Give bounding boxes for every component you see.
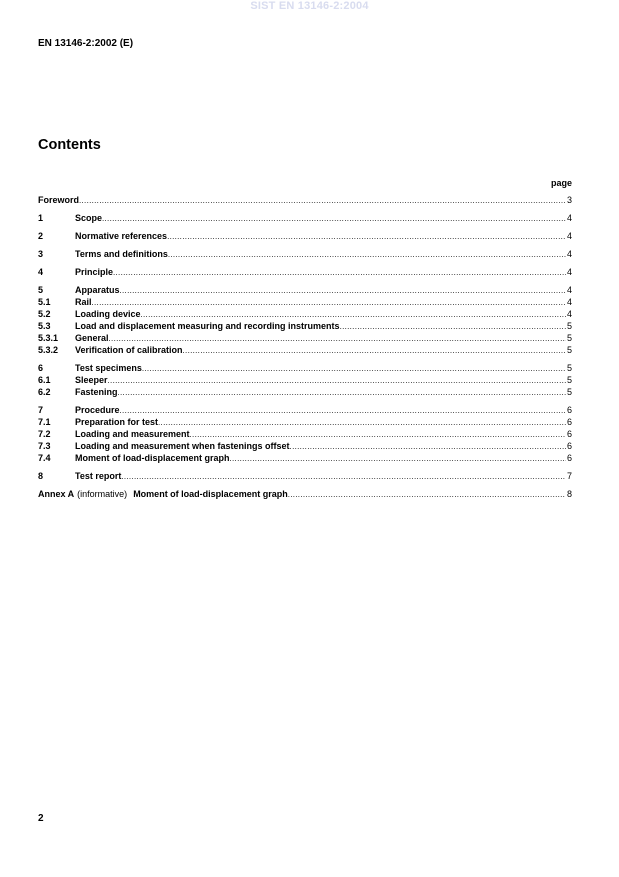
toc-entry[interactable] [38,428,572,440]
toc-leader-dots [288,489,566,501]
toc-entry-title: Apparatus [75,285,120,295]
toc-leader-dots [118,387,566,399]
toc-entry-number: 8 [38,471,44,481]
toc-leader-dots [340,321,566,333]
toc-entry[interactable] [38,470,572,482]
toc-entry-number: 5.3.2 [38,345,59,355]
toc-entry-page: 3 [566,195,572,205]
toc-entry-page: 4 [566,267,572,277]
toc-leader-dots [113,267,566,279]
toc-entry-title: Scope [75,213,103,223]
toc-entry-page: 5 [566,333,572,343]
toc-entry[interactable] [38,308,572,320]
toc-entry-page: 7 [566,471,572,481]
toc-leader-dots [108,375,566,387]
toc-entry-number: 5 [38,285,44,295]
toc-leader-dots [79,195,566,207]
toc-entry-page: 6 [566,417,572,427]
toc-entry-title: Test report [75,471,122,481]
toc-entry-number: 5.3.1 [38,333,59,343]
toc-entry[interactable] [38,266,572,278]
toc-entry-title: Loading and measurement [75,429,190,439]
toc-entry-number: 7.1 [38,417,51,427]
toc-entry-annex-a[interactable] [38,488,572,500]
toc-leader-dots [120,285,566,297]
toc-entry-number: 5.2 [38,309,51,319]
toc-entry-foreword[interactable] [38,194,572,206]
toc-entry[interactable] [38,344,572,356]
toc-entry-page: 5 [566,345,572,355]
toc-entry[interactable] [38,284,572,296]
toc-entry-page: 5 [566,363,572,373]
toc-entry-number: 6 [38,363,44,373]
toc-entry-number: 2 [38,231,44,241]
toc-entry[interactable] [38,440,572,452]
toc-entry-page: 6 [566,441,572,451]
toc-entry-title: Loading device [75,309,141,319]
toc-entry[interactable] [38,212,572,224]
toc-entry-title: Procedure [75,405,120,415]
toc-leader-dots [230,453,566,465]
toc-leader-dots [92,297,566,309]
toc-leader-dots [290,441,566,453]
toc-leader-dots [142,363,566,375]
toc-entry-title: Foreword [38,195,80,205]
toc-entry-title: General [75,333,109,343]
toc-entry-page: 4 [566,231,572,241]
toc-entry-title: Preparation for test [75,417,159,427]
toc-entry-title: Test specimens [75,363,142,373]
toc-leader-dots [121,471,566,483]
toc-entry-number: 4 [38,267,44,277]
toc-entry[interactable] [38,362,572,374]
toc-entry[interactable] [38,374,572,386]
toc-entry-number: 7 [38,405,44,415]
toc-entry-page: 4 [566,285,572,295]
watermark: SIST EN 13146-2:2004 [250,0,369,12]
toc-entry-page: 4 [566,213,572,223]
contents-heading: Contents [38,137,101,153]
document-id: EN 13146-2:2002 (E) [38,38,134,49]
toc-entry-title: Loading and measurement when fastenings offset [75,441,290,451]
toc-entry-page: 5 [566,375,572,385]
toc-entry-number: 7.2 [38,429,51,439]
toc-entry-page: 8 [566,489,572,499]
toc-entry-title: Rail [75,297,92,307]
toc-entry[interactable] [38,404,572,416]
toc-leader-dots [168,249,566,261]
toc-annex-label: Annex A [38,489,75,499]
toc-entry-page: 4 [566,309,572,319]
toc-entry-number: 5.3 [38,321,51,331]
toc-entry-number: 7.3 [38,441,51,451]
toc-entry[interactable] [38,452,572,464]
toc-entry-title: Moment of load-displacement graph [133,489,288,499]
toc-entry-number: 1 [38,213,44,223]
toc-leader-dots [102,213,566,225]
toc-entry[interactable] [38,248,572,260]
toc-entry-page: 5 [566,321,572,331]
toc-entry[interactable] [38,230,572,242]
toc-entry-page: 5 [566,387,572,397]
page-number: 2 [38,813,44,824]
toc-entry-page: 6 [566,453,572,463]
toc-entry-page: 6 [566,405,572,415]
toc-annex-note: (informative) [77,489,128,499]
toc-entry-title: Fastening [75,387,118,397]
toc-entry-title: Sleeper [75,375,108,385]
toc-leader-dots [158,417,566,429]
toc-entry-title: Load and displacement measuring and recording instruments [75,321,340,331]
toc-entry-number: 7.4 [38,453,51,463]
toc-entry-title: Verification of calibration [75,345,183,355]
toc-entry[interactable] [38,320,572,332]
toc-entry-number: 3 [38,249,44,259]
toc-entry-page: 4 [566,249,572,259]
toc-entry-number: 6.1 [38,375,51,385]
toc-entry[interactable] [38,332,572,344]
toc-entry-title: Principle [75,267,114,277]
toc-annex-note-wrap [77,488,127,500]
toc-entry-number: 5.1 [38,297,51,307]
toc-entry-number: 6.2 [38,387,51,397]
toc-entry[interactable] [38,416,572,428]
table-of-contents [38,194,572,500]
toc-leader-dots [167,231,566,243]
toc-leader-dots [183,345,566,357]
toc-entry-title: Moment of load-displacement graph [75,453,230,463]
toc-entry[interactable] [38,296,572,308]
toc-entry-page: 4 [566,297,572,307]
toc-leader-dots [120,405,566,417]
page-column-label: page [550,178,572,188]
toc-entry-page: 6 [566,429,572,439]
toc-entry-title: Normative references [75,231,168,241]
toc-entry-title: Terms and definitions [75,249,168,259]
toc-entry[interactable] [38,386,572,398]
